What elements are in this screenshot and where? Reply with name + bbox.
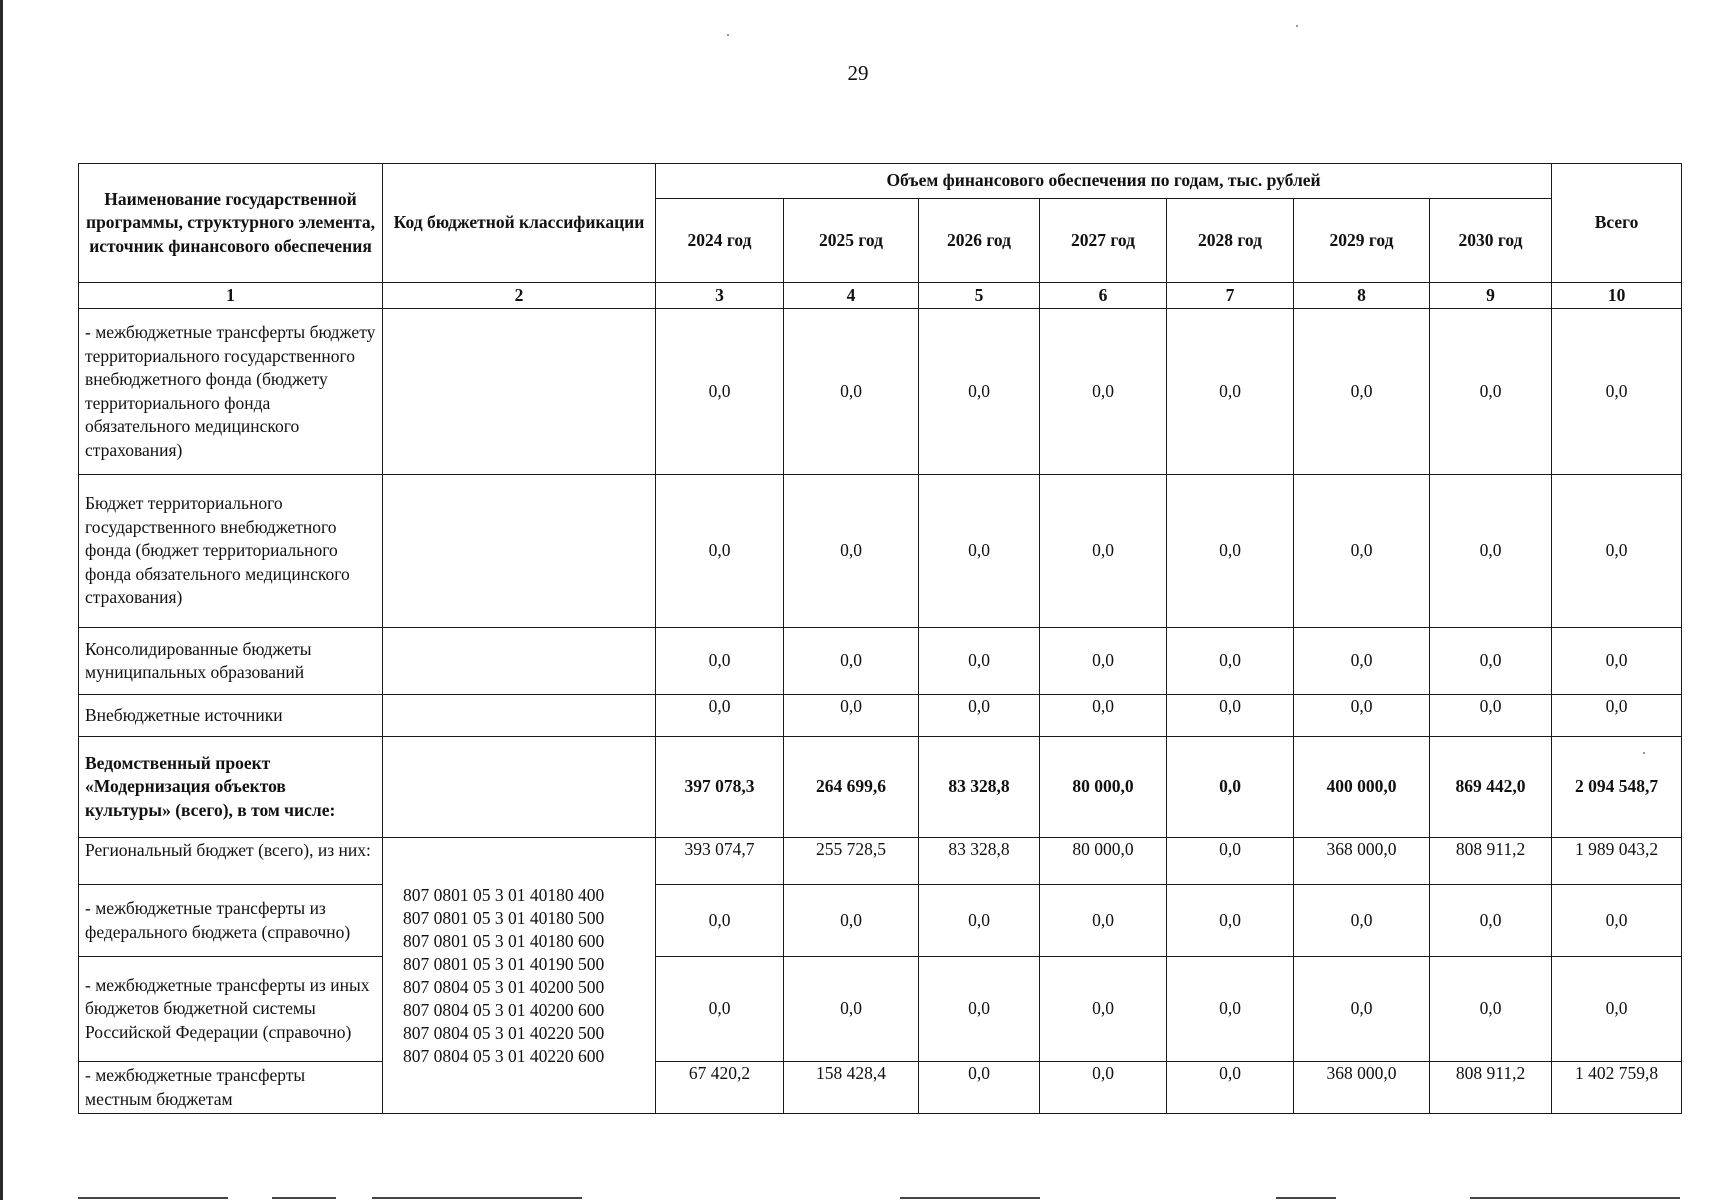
value-cell: 0,0 bbox=[1167, 309, 1294, 475]
value-cell: 0,0 bbox=[1430, 309, 1552, 475]
value-cell: 0,0 bbox=[1040, 475, 1167, 628]
scan-artifact-line bbox=[272, 1197, 336, 1199]
value-cell: 0,0 bbox=[1294, 885, 1430, 957]
value-cell: 80 000,0 bbox=[1040, 737, 1167, 838]
value-cell: 0,0 bbox=[1552, 957, 1682, 1062]
value-cell: 0,0 bbox=[784, 885, 919, 957]
row-name: Консолидированные бюджеты муниципальных образований bbox=[79, 628, 383, 695]
column-number: 3 bbox=[656, 283, 784, 309]
value-cell: 0,0 bbox=[919, 957, 1040, 1062]
value-cell: 0,0 bbox=[1040, 695, 1167, 737]
column-number: 1 bbox=[79, 283, 383, 309]
table-row bbox=[79, 1062, 1682, 1114]
header-year: 2030 год bbox=[1430, 199, 1552, 283]
header-year: 2029 год bbox=[1294, 199, 1430, 283]
header-year: 2024 год bbox=[656, 199, 784, 283]
column-number: 5 bbox=[919, 283, 1040, 309]
value-cell: 0,0 bbox=[1040, 885, 1167, 957]
header-total: Всего bbox=[1552, 164, 1682, 283]
column-number: 9 bbox=[1430, 283, 1552, 309]
header-volume-title: Объем финансового обеспечения по годам, тыс. рублей bbox=[656, 164, 1552, 199]
column-number: 6 bbox=[1040, 283, 1167, 309]
value-cell: 0,0 bbox=[784, 957, 919, 1062]
row-code-empty bbox=[383, 628, 656, 695]
budget-codes: 807 0801 05 3 01 40180 400 807 0801 05 3 01 40180 500 807 0801 05 3 01 40180 600 807 0801 05 3 01 40190 500 807 0804 05 3 01 40200 500 807 0804 05 3 01 40200 600 807 0804 05 3 01 40220 500 807 0804 05 3 01 40220 600 bbox=[383, 838, 656, 1114]
scan-artifact-line bbox=[372, 1197, 582, 1199]
value-cell: 1 402 759,8 bbox=[1552, 1062, 1682, 1114]
value-cell: 0,0 bbox=[656, 885, 784, 957]
value-cell: 0,0 bbox=[1040, 957, 1167, 1062]
column-number: 4 bbox=[784, 283, 919, 309]
page-edge-line bbox=[0, 0, 3, 1200]
scan-speck bbox=[1296, 25, 1298, 27]
value-cell: 0,0 bbox=[919, 628, 1040, 695]
value-cell: 0,0 bbox=[656, 475, 784, 628]
row-code-empty bbox=[383, 309, 656, 475]
value-cell: 0,0 bbox=[1167, 1062, 1294, 1114]
value-cell: 0,0 bbox=[656, 957, 784, 1062]
value-cell: 0,0 bbox=[1040, 309, 1167, 475]
value-cell: 0,0 bbox=[1167, 957, 1294, 1062]
value-cell: 0,0 bbox=[919, 695, 1040, 737]
value-cell: 0,0 bbox=[919, 1062, 1040, 1114]
scan-artifact-line bbox=[1276, 1197, 1336, 1199]
value-cell: 0,0 bbox=[1294, 957, 1430, 1062]
value-cell: 0,0 bbox=[784, 309, 919, 475]
table-row bbox=[79, 737, 1682, 838]
header-year: 2027 год bbox=[1040, 199, 1167, 283]
table-row bbox=[79, 309, 1682, 475]
value-cell: 869 442,0 bbox=[1430, 737, 1552, 838]
value-cell: 0,0 bbox=[784, 475, 919, 628]
value-cell: 0,0 bbox=[656, 695, 784, 737]
value-cell: 0,0 bbox=[1430, 475, 1552, 628]
value-cell: 400 000,0 bbox=[1294, 737, 1430, 838]
table-row bbox=[79, 885, 1682, 957]
value-cell: 0,0 bbox=[1167, 475, 1294, 628]
value-cell: 0,0 bbox=[1294, 475, 1430, 628]
row-name: - межбюджетные трансферты из федерального бюджета (справочно) bbox=[79, 885, 383, 957]
row-name: Внебюджетные источники bbox=[79, 695, 383, 737]
value-cell: 0,0 bbox=[1040, 628, 1167, 695]
column-number: 8 bbox=[1294, 283, 1430, 309]
value-cell: 0,0 bbox=[1552, 695, 1682, 737]
page-number: 29 bbox=[847, 61, 869, 85]
value-cell: 0,0 bbox=[1167, 737, 1294, 838]
table-row bbox=[79, 838, 1682, 885]
scan-artifact-line bbox=[78, 1197, 228, 1199]
scan-artifact-line bbox=[900, 1197, 1040, 1199]
value-cell: 1 989 043,2 bbox=[1552, 838, 1682, 885]
row-name: - межбюджетные трансферты бюджету территориального государственного внебюджетного фонда (бюджету территориального фонда обязательного медицинского страхования) bbox=[79, 309, 383, 475]
column-number: 10 bbox=[1552, 283, 1682, 309]
header-name: Наименование государственной программы, структурного элемента, источник финансового обеспечения bbox=[79, 164, 383, 283]
row-code-empty bbox=[383, 475, 656, 628]
row-name: - межбюджетные трансферты из иных бюджетов бюджетной системы Российской Федерации (справочно) bbox=[79, 957, 383, 1062]
row-code-empty bbox=[383, 737, 656, 838]
scan-artifact-line bbox=[1470, 1197, 1680, 1199]
value-cell: 0,0 bbox=[656, 628, 784, 695]
table-row bbox=[79, 695, 1682, 737]
table-row bbox=[79, 475, 1682, 628]
value-cell: 397 078,3 bbox=[656, 737, 784, 838]
value-cell: 83 328,8 bbox=[919, 838, 1040, 885]
header-budget-code: Код бюджетной классификации bbox=[383, 164, 656, 283]
value-cell: 0,0 bbox=[1167, 695, 1294, 737]
row-name: - межбюджетные трансферты местным бюджетам bbox=[79, 1062, 383, 1114]
header-year: 2026 год bbox=[919, 199, 1040, 283]
value-cell: 0,0 bbox=[1552, 475, 1682, 628]
row-name: Бюджет территориального государственного внебюджетного фонда (бюджет территориального фонда обязательного медицинского страхования) bbox=[79, 475, 383, 628]
value-cell: 368 000,0 bbox=[1294, 1062, 1430, 1114]
value-cell: 0,0 bbox=[919, 885, 1040, 957]
value-cell: 0,0 bbox=[1294, 695, 1430, 737]
value-cell: 83 328,8 bbox=[919, 737, 1040, 838]
value-cell: 0,0 bbox=[1167, 628, 1294, 695]
value-cell: 0,0 bbox=[919, 309, 1040, 475]
column-number: 2 bbox=[383, 283, 656, 309]
value-cell: 0,0 bbox=[1167, 838, 1294, 885]
column-number: 7 bbox=[1167, 283, 1294, 309]
value-cell: 2 094 548,7 bbox=[1552, 737, 1682, 838]
value-cell: 255 728,5 bbox=[784, 838, 919, 885]
value-cell: 0,0 bbox=[1552, 885, 1682, 957]
header-year: 2028 год bbox=[1167, 199, 1294, 283]
table-row bbox=[79, 957, 1682, 1062]
value-cell: 158 428,4 bbox=[784, 1062, 919, 1114]
value-cell: 0,0 bbox=[1430, 628, 1552, 695]
row-code-empty bbox=[383, 695, 656, 737]
value-cell: 80 000,0 bbox=[1040, 838, 1167, 885]
value-cell: 393 074,7 bbox=[656, 838, 784, 885]
financing-table bbox=[78, 163, 1682, 1114]
value-cell: 0,0 bbox=[1294, 628, 1430, 695]
value-cell: 0,0 bbox=[1552, 628, 1682, 695]
value-cell: 0,0 bbox=[784, 695, 919, 737]
value-cell: 0,0 bbox=[1430, 885, 1552, 957]
value-cell: 368 000,0 bbox=[1294, 838, 1430, 885]
value-cell: 0,0 bbox=[1294, 309, 1430, 475]
value-cell: 0,0 bbox=[1040, 1062, 1167, 1114]
value-cell: 0,0 bbox=[1552, 309, 1682, 475]
value-cell: 67 420,2 bbox=[656, 1062, 784, 1114]
value-cell: 808 911,2 bbox=[1430, 1062, 1552, 1114]
value-cell: 0,0 bbox=[1430, 957, 1552, 1062]
value-cell: 0,0 bbox=[1167, 885, 1294, 957]
row-name: Ведомственный проект «Модернизация объектов культуры» (всего), в том числе: bbox=[79, 737, 383, 838]
value-cell: 0,0 bbox=[656, 309, 784, 475]
value-cell: 808 911,2 bbox=[1430, 838, 1552, 885]
value-cell: 0,0 bbox=[919, 475, 1040, 628]
row-name: Региональный бюджет (всего), из них: bbox=[79, 838, 383, 885]
value-cell: 0,0 bbox=[784, 628, 919, 695]
header-year: 2025 год bbox=[784, 199, 919, 283]
value-cell: 0,0 bbox=[1430, 695, 1552, 737]
scan-speck bbox=[1643, 752, 1645, 754]
value-cell: 264 699,6 bbox=[784, 737, 919, 838]
scan-speck bbox=[727, 34, 729, 36]
table-row bbox=[79, 628, 1682, 695]
